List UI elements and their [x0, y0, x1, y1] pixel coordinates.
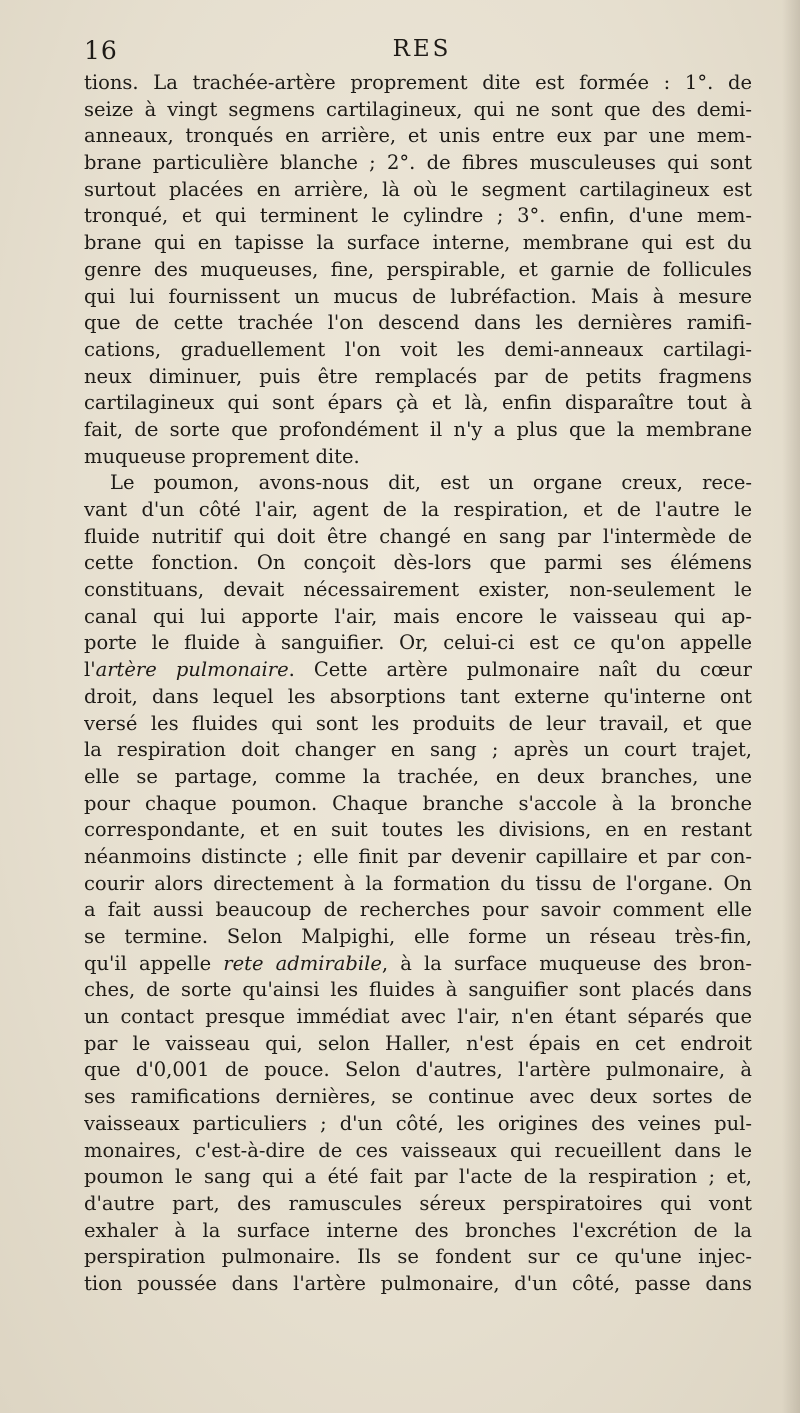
text-line: canal qui lui apporte l'air, mais encore le vaisseau qui ap- [84, 604, 752, 628]
text-line: par le vaisseau qui, selon Haller, n'est épais en cet endroit [84, 1031, 752, 1055]
text-line [84, 657, 752, 684]
text-line: constituans, devait nécessairement exister, non-seulement le [84, 578, 752, 602]
text-line: vaisseaux particuliers ; d'un côté, les origines des veines pul- [84, 1111, 752, 1135]
page-header [84, 36, 760, 68]
page-edge-shadow [782, 0, 800, 1413]
text-line: porte le fluide à sanguifier. Or, celui-ci est ce qu'on appelle [84, 631, 752, 655]
text-line: que d'0,001 de pouce. Selon d'autres, l'artère pulmonaire, à [84, 1058, 752, 1082]
text-line: perspiration pulmonaire. Ils se fondent sur ce qu'une injec- [84, 1245, 752, 1269]
text-line: seize à vingt segmens cartilagineux, qui ne sont que des demi- [84, 97, 752, 121]
text-line: neux diminuer, puis être remplacés par de petits fragmens [84, 364, 752, 388]
text-line: un contact presque immédiat avec l'air, n'en étant séparés que [84, 1005, 752, 1029]
text-line: tions. La trachée-artère proprement dite est formée : 1°. de [84, 71, 752, 94]
text-line: exhaler à la surface interne des bronches l'excrétion de la [84, 1218, 752, 1242]
text-line: poumon le sang qui a été fait par l'acte de la respiration ; et, [84, 1165, 752, 1189]
text-line: que de cette trachée l'on descend dans les dernières ramifi- [84, 311, 752, 335]
text-line: tion poussée dans l'artère pulmonaire, d'un côté, passe dans [84, 1271, 752, 1295]
text-line: néanmoins distincte ; elle finit par devenir capillaire et par con- [84, 844, 752, 868]
text-segment: , à la surface muqueuse des bron- [381, 951, 752, 975]
text-line: ches, de sorte qu'ainsi les fluides à sanguifier sont placés dans [84, 978, 752, 1002]
running-head: RES [392, 36, 452, 62]
text-line: cette fonction. On conçoit dès-lors que parmi ses élémens [84, 551, 752, 575]
italic-term: rete admirabile [223, 951, 382, 975]
text-line: a fait aussi beaucoup de recherches pour savoir comment elle [84, 898, 752, 922]
text-segment: l' [84, 658, 96, 682]
text-line: d'autre part, des ramuscules séreux perspiratoires qui vont [84, 1191, 752, 1215]
text-line: brane particulière blanche ; 2°. de fibres musculeuses qui sont [84, 151, 752, 175]
text-line: genre des muqueuses, fine, perspirable, et garnie de follicules [84, 257, 752, 281]
text-line: droit, dans lequel les absorptions tant externe qu'interne ont [84, 684, 752, 708]
text-line: ses ramifications dernières, se continue avec deux sortes de [84, 1085, 752, 1109]
text-segment: . Cette artère pulmonaire naît du cœur [288, 658, 752, 682]
text-line: versé les fluides qui sont les produits de leur travail, et que [84, 711, 752, 735]
text-line: correspondante, et en suit toutes les divisions, en en restant [84, 818, 752, 842]
text-line: elle se partage, comme la trachée, en deux branches, une [84, 764, 752, 788]
text-line: qui lui fournissent un mucus de lubréfaction. Mais à mesure [84, 284, 752, 308]
text-line: fait, de sorte que profondément il n'y a plus que la membrane [84, 417, 752, 441]
text-line: cartilagineux qui sont épars çà et là, enfin disparaître tout à [84, 391, 752, 415]
text-line: surtout placées en arrière, là où le segment cartilagineux est [84, 177, 752, 201]
text-line: tronqué, et qui terminent le cylindre ; 3°. enfin, d'une mem- [84, 204, 752, 228]
text-line: cations, graduellement l'on voit les demi-anneaux cartilagi- [84, 337, 752, 361]
text-line: courir alors directement à la formation du tissu de l'organe. On [84, 871, 752, 895]
text-line: la respiration doit changer en sang ; après un court trajet, [84, 738, 752, 762]
text-line: anneaux, tronqués en arrière, et unis entre eux par une mem- [84, 124, 752, 148]
text-line: Le poumon, avons-nous dit, est un organe creux, rece- [110, 471, 752, 495]
text-line: vant d'un côté l'air, agent de la respiration, et de l'autre le [84, 498, 752, 521]
text-line [84, 951, 752, 978]
text-line: monaires, c'est-à-dire de ces vaisseaux qui recueillent dans le [84, 1138, 752, 1162]
text-line: se termine. Selon Malpighi, elle forme un réseau très-fin, [84, 925, 752, 948]
italic-term: artère pulmonaire [95, 658, 289, 682]
page-number: 16 [84, 36, 118, 65]
body-text [84, 70, 752, 1298]
text-line: fluide nutritif qui doit être changé en sang par l'intermède de [84, 524, 752, 548]
text-segment: qu'il appelle [84, 951, 224, 975]
text-line: brane qui en tapisse la surface interne, membrane qui est du [84, 231, 752, 255]
text-line: pour chaque poumon. Chaque branche s'accole à la bronche [84, 791, 752, 815]
text-line: muqueuse proprement dite. [84, 444, 360, 468]
